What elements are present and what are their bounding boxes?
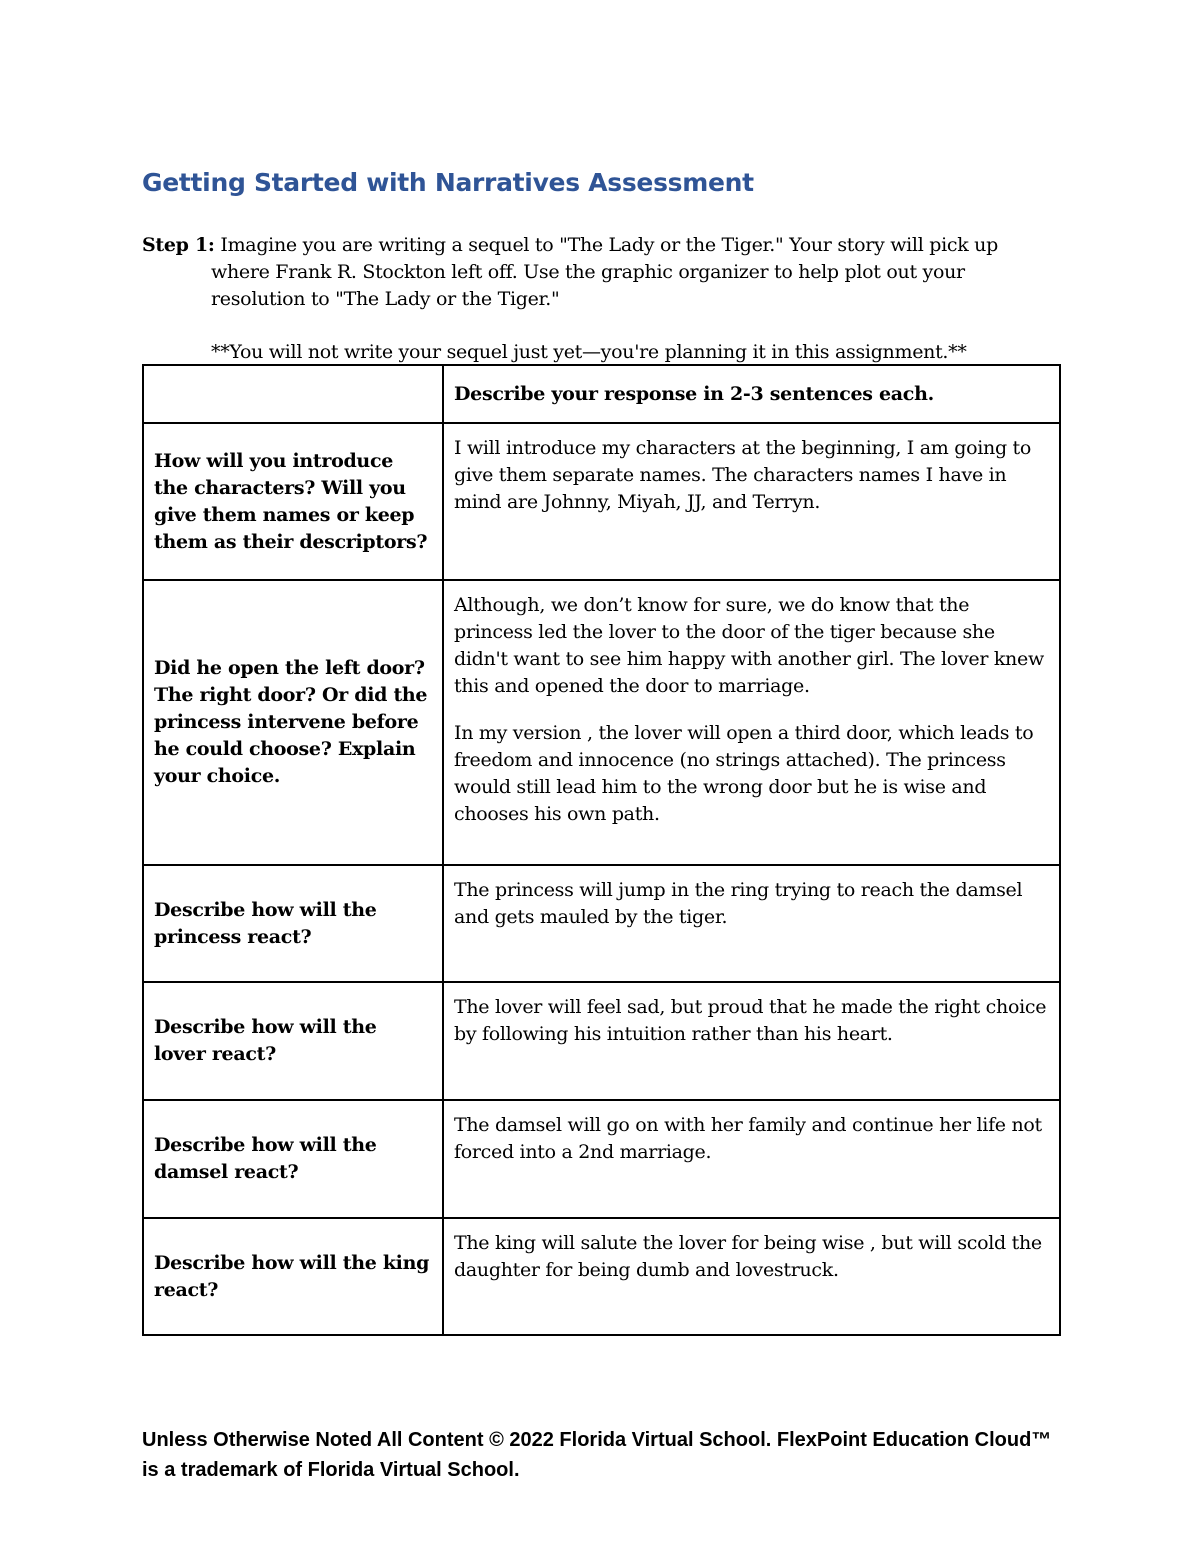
- table-row: [143, 1100, 1060, 1218]
- step-1-instructions: [142, 232, 1022, 313]
- step-1-note: **You will not write your sequel just yet—you're planning it in this assignment.**: [211, 341, 967, 363]
- question-cell: Did he open the left door? The right door? Or did the princess intervene before he could choose? Explain your choice.: [143, 580, 443, 865]
- answer-cell: [443, 865, 1060, 982]
- step-1-label: Step 1:: [142, 234, 215, 256]
- answer-cell: [443, 1100, 1060, 1218]
- graphic-organizer-table: [142, 364, 1061, 1336]
- header-cell-response: Describe your response in 2-3 sentences each.: [443, 365, 1060, 423]
- answer-text: The lover will feel sad, but proud that he made the right choice by following his intuition rather than his heart.: [454, 996, 1047, 1045]
- header-cell-empty: [143, 365, 443, 423]
- step-1-text: Imagine you are writing a sequel to "The Lady or the Tiger." Your story will pick up: [214, 234, 998, 256]
- table-header-row: [143, 365, 1060, 423]
- step-1-line-2: where Frank R. Stockton left off. Use the graphic organizer to help plot out your: [211, 261, 965, 283]
- question-cell: Describe how will the princess react?: [143, 865, 443, 982]
- copyright-footer: [142, 1425, 1072, 1485]
- answer-text: The king will salute the lover for being wise , but will scold the daughter for being dumb and lovestruck.: [454, 1232, 1042, 1281]
- answer-cell: [443, 580, 1060, 865]
- question-cell: How will you introduce the characters? Will you give them names or keep them as their descriptors?: [143, 423, 443, 580]
- step-1-line-1: [142, 232, 1022, 259]
- question-cell: Describe how will the damsel react?: [143, 1100, 443, 1218]
- answer-cell: [443, 982, 1060, 1100]
- table-row: [143, 982, 1060, 1100]
- step-1-line-3: resolution to "The Lady or the Tiger.": [211, 288, 560, 310]
- footer-line-2: is a trademark of Florida Virtual School.: [142, 1459, 520, 1481]
- table-row: [143, 1218, 1060, 1335]
- answer-cell: [443, 423, 1060, 580]
- table-row: [143, 423, 1060, 580]
- page-title: Getting Started with Narratives Assessment: [142, 168, 754, 197]
- answer-text: The damsel will go on with her family and continue her life not forced into a 2nd marriage.: [454, 1114, 1042, 1163]
- question-cell: Describe how will the king react?: [143, 1218, 443, 1335]
- answer-text: Although, we don’t know for sure, we do know that the princess led the lover to the door of the tiger because she didn't want to see him happy with another girl. The lover knew this and opened the door to marriage.: [454, 594, 1044, 697]
- answer-text: The princess will jump in the ring trying to reach the damsel and gets mauled by the tiger.: [454, 879, 1023, 928]
- question-cell: Describe how will the lover react?: [143, 982, 443, 1100]
- answer-cell: [443, 1218, 1060, 1335]
- footer-line-1: Unless Otherwise Noted All Content © 2022 Florida Virtual School. FlexPoint Education Cloud™: [142, 1429, 1052, 1451]
- table-row: [143, 865, 1060, 982]
- answer-text: In my version , the lover will open a third door, which leads to freedom and innocence (no strings attached). The princess would still lead him to the wrong door but he is wise and chooses his own path.: [454, 722, 1034, 825]
- table-row: [143, 580, 1060, 865]
- answer-text: I will introduce my characters at the beginning, I am going to give them separate names. The characters names I have in mind are Johnny, Miyah, JJ, and Terryn.: [454, 437, 1032, 513]
